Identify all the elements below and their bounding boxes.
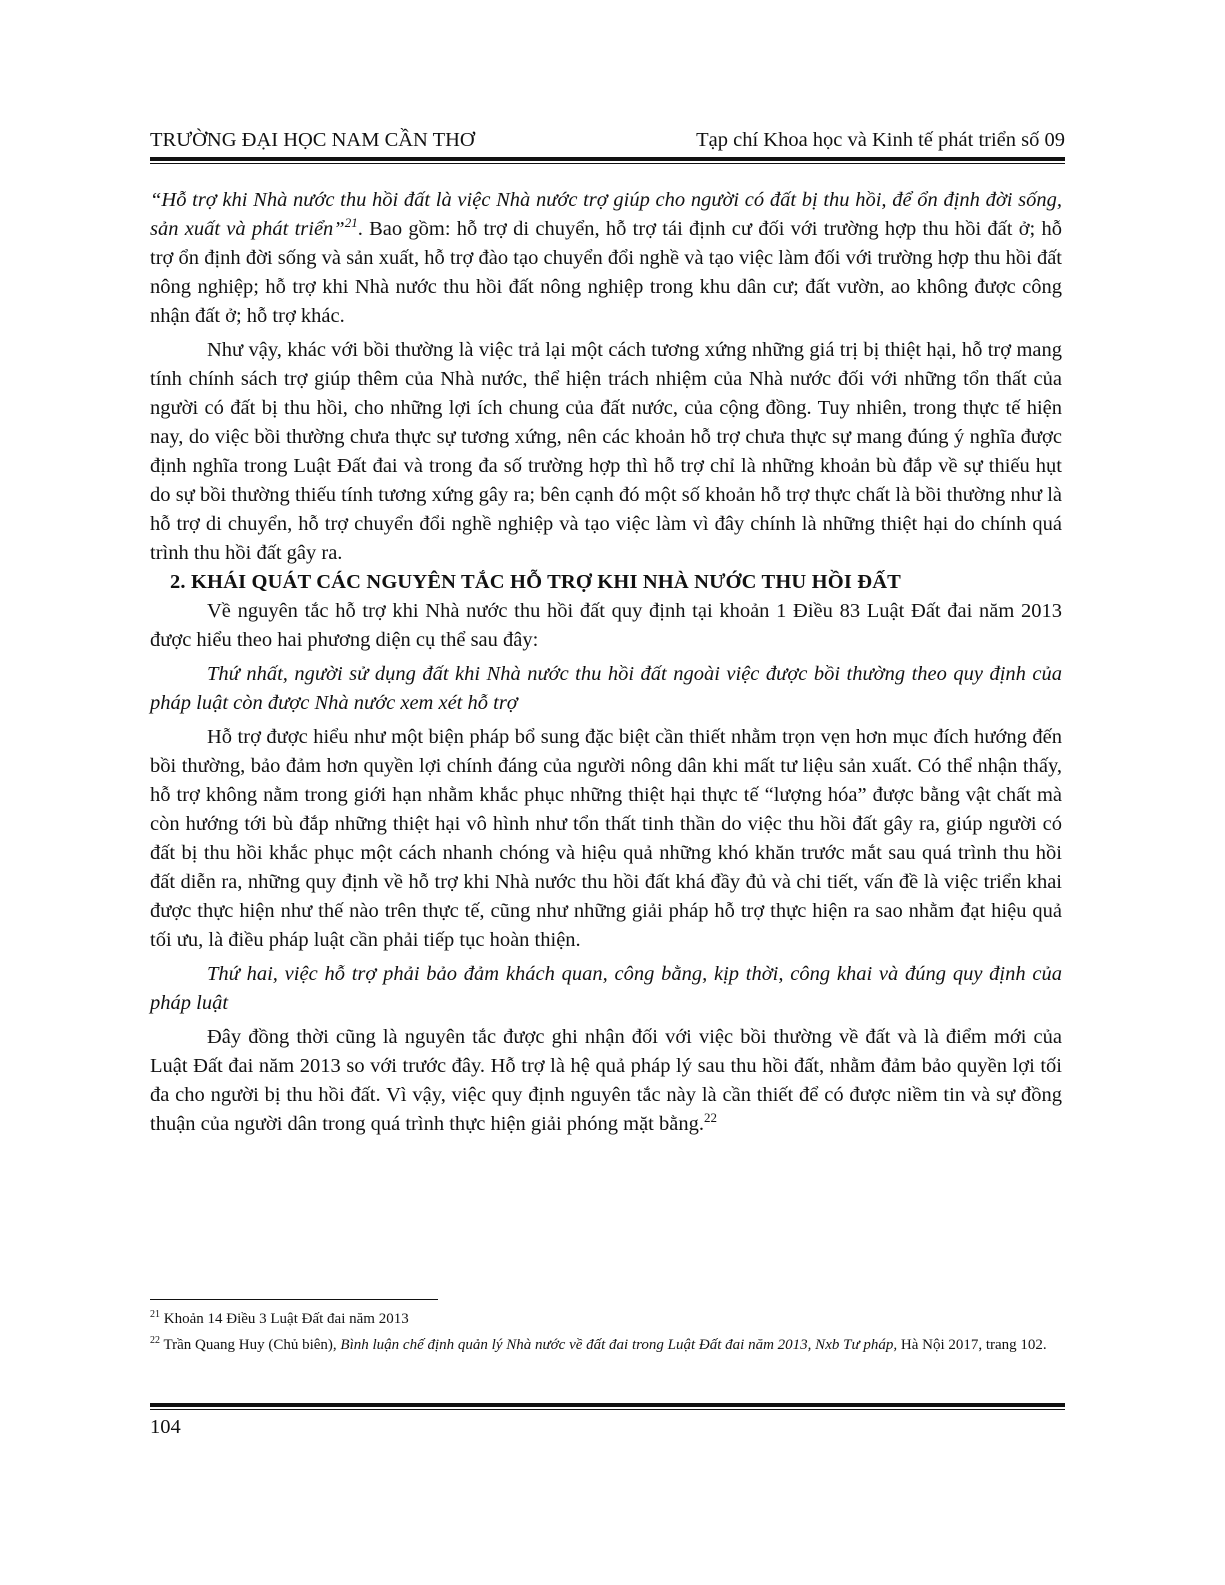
paragraph-comparison: Như vậy, khác với bồi thường là việc trả lại một cách tương xứng những giá trị bị thiệt hại, hỗ trợ mang tính chính sách trợ giúp thêm của Nhà nước, thể hiện trách nhiệm của Nhà nước đối với những tổn thất của người có đất bị thu hồi, cho những lợi ích chung của đất nước, của cộng đồng. Tuy nhiên, trong thực tế hiện nay, do việc bồi thường chưa thực sự tương xứng, nên các khoản hỗ trợ chưa thực sự mang đúng ý nghĩa được định nghĩa trong Luật Đất đai và trong đa số trường hợp thì hỗ trợ chỉ là những khoản bù đắp về sự thiếu hụt do sự bồi thường thiếu tính tương xứng gây ra; bên cạnh đó một số khoản hỗ trợ thực chất là bồi thường như là hỗ trợ di chuyển, hỗ trợ chuyển đổi nghề nghiệp và tạo việc làm vì đây chính là những thiệt hại do chính quá trình thu hồi đất gây ra. <box>150 339 1062 564</box>
footnote-22 <box>150 1335 1062 1356</box>
principle-one-title: Thứ nhất, người sử dụng đất khi Nhà nước thu hồi đất ngoài việc được bồi thường theo quy định của pháp luật còn được Nhà nước xem xét hỗ trợ <box>150 663 1062 714</box>
page-number: 104 <box>150 1416 181 1438</box>
footer-rule-thick <box>150 1403 1065 1407</box>
paragraph-definition <box>150 186 1062 331</box>
footnote-number: 22 <box>150 1335 160 1346</box>
footnote-text: Trần Quang Huy (Chủ biên), <box>160 1337 341 1353</box>
paragraph-principle-one: Hỗ trợ được hiểu như một biện pháp bổ sung đặc biệt cần thiết nhằm trọn vẹn hơn mục đích hướng đến bồi thường, bảo đảm hơn quyền lợi chính đáng của người nông dân khi mất tư liệu sản xuất. Có thể nhận thấy, hỗ trợ không nằm trong giới hạn nhằm khắc phục những thiệt hại thực tế “lượng hóa” được bằng vật chất mà còn hướng tới bù đắp những thiệt hại vô hình như tổn thất tinh thần do việc thu hồi đất gây ra, giúp người có đất bị thu hồi khắc phục một cách nhanh chóng và hiệu quả những khó khăn trước mắt sau quá trình thu hồi đất diễn ra, những quy định về hỗ trợ khi Nhà nước thu hồi đất khá đầy đủ và chi tiết, vấn đề là việc triển khai được thực hiện như thế nào trên thực tế, cũng như những giải pháp hỗ trợ thực hiện ra sao nhằm đạt hiệu quả tối ưu, là điều pháp luật cần phải tiếp tục hoàn thiện. <box>150 726 1062 951</box>
running-header <box>150 128 1065 152</box>
header-rule-thin <box>150 163 1065 164</box>
principle-two-text: Đây đồng thời cũng là nguyên tắc được ghi nhận đối với việc bồi thường về đất và là điểm mới của Luật Đất đai năm 2013 so với trước đây. Hỗ trợ là hệ quả pháp lý sau thu hồi đất, nhằm đảm bảo quyền lợi tối đa cho người bị thu hồi đất. Vì vậy, việc quy định nguyên tắc này là cần thiết để có được niềm tin và sự đồng thuận của người dân trong quá trình thực hiện giải phóng mặt bằng. <box>150 1026 1062 1135</box>
principle-two-title: Thứ hai, việc hỗ trợ phải bảo đảm khách quan, công bằng, kịp thời, công khai và đúng quy định của pháp luật <box>150 963 1062 1014</box>
footnote-text: Khoản 14 Điều 3 Luật Đất đai năm 2013 <box>160 1311 409 1327</box>
footnote-number: 21 <box>150 1309 160 1320</box>
footnotes <box>150 1309 1062 1361</box>
header-institution: TRƯỜNG ĐẠI HỌC NAM CẦN THƠ <box>150 129 475 151</box>
footnote-ref-22[interactable]: 22 <box>703 1110 717 1126</box>
footnote-separator <box>150 1299 438 1300</box>
header-journal: Tạp chí Khoa học và Kinh tế phát triển số 09 <box>696 129 1065 151</box>
footnote-book-title: Bình luận chế định quản lý Nhà nước về đất đai trong Luật Đất đai năm 2013, Nxb Tư pháp, <box>340 1337 898 1353</box>
footnote-tail: Hà Nội 2017, trang 102. <box>897 1337 1047 1353</box>
footnote-21 <box>150 1309 1062 1330</box>
section-heading: 2. KHÁI QUÁT CÁC NGUYÊN TẮC HỖ TRỢ KHI NHÀ NƯỚC THU HỒI ĐẤT <box>170 571 901 593</box>
header-rule-thick <box>150 157 1065 161</box>
definition-rest: . Bao gồm: hỗ trợ di chuyển, hỗ trợ tái định cư đối với trường hợp thu hồi đất ở; hỗ trợ ổn định đời sống và sản xuất, hỗ trợ đào tạo chuyển đổi nghề và tạo việc làm đối với trường hợp thu hồi đất nông nghiệp; hỗ trợ khi Nhà nước thu hồi đất nông nghiệp trong khu dân cư; đất vườn, ao không được công nhận đất ở; hỗ trợ khác. <box>150 218 1063 327</box>
article-body <box>150 186 1062 1139</box>
paragraph-principles-intro: Về nguyên tắc hỗ trợ khi Nhà nước thu hồi đất quy định tại khoản 1 Điều 83 Luật Đất đai năm 2013 được hiểu theo hai phương diện cụ thể sau đây: <box>150 600 1062 651</box>
definition-quote: “Hỗ trợ khi Nhà nước thu hồi đất là việc Nhà nước trợ giúp cho người có đất bị thu hồi, để ổn định đời sống, sản xuất và phát triển” <box>150 189 1062 240</box>
paragraph-principle-two <box>150 1023 1062 1139</box>
footnote-ref-21[interactable]: 21 <box>344 215 358 231</box>
footer-rule-thin <box>150 1409 1065 1410</box>
